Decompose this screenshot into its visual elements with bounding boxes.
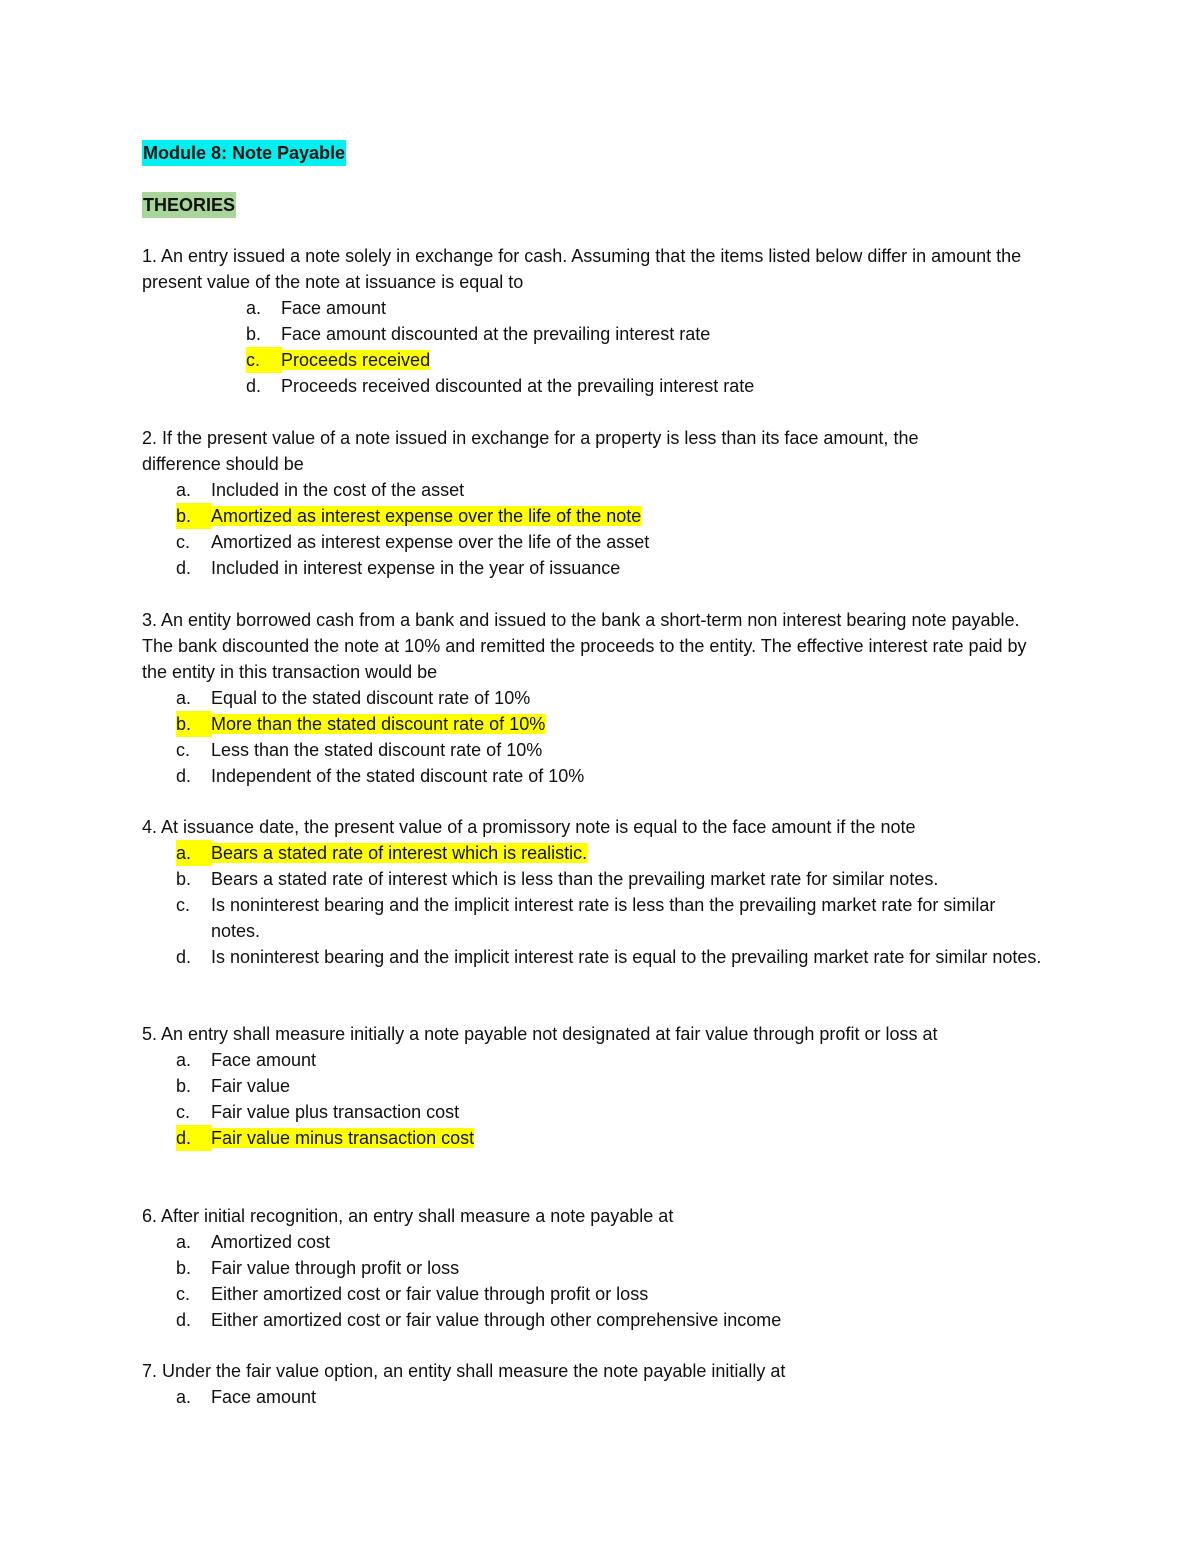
option-letter: a. — [176, 1232, 192, 1252]
option-letter: b. — [176, 869, 192, 889]
option-text: Amortized as interest expense over the life of the note — [211, 506, 642, 526]
option-b — [246, 321, 1082, 347]
question-text: 5. An entry shall measure initially a note payable not designated at fair value through profit or loss at — [142, 1024, 938, 1044]
option-letter: c. — [176, 895, 191, 915]
option-letter: a. — [176, 840, 211, 866]
option-text: Is noninterest bearing and the implicit interest rate is equal to the prevailing market rate for similar notes. — [211, 947, 1042, 967]
question-1 — [142, 243, 1082, 399]
option-letter: a. — [246, 298, 262, 318]
option-a — [176, 1384, 1082, 1410]
option-b — [176, 866, 1082, 892]
option-letter: c. — [176, 532, 191, 552]
option-letter: b. — [176, 503, 211, 529]
option-a — [176, 477, 1082, 503]
option-a-answer — [176, 840, 1082, 866]
option-text: Bears a stated rate of interest which is realistic. — [211, 843, 588, 863]
option-list — [142, 685, 1082, 789]
option-letter: a. — [176, 1050, 192, 1070]
option-d — [176, 1307, 1082, 1333]
option-letter: b. — [246, 324, 262, 344]
option-text: Included in interest expense in the year of issuance — [211, 558, 621, 578]
option-d — [176, 555, 1082, 581]
option-list — [142, 295, 1082, 399]
option-text: Included in the cost of the asset — [211, 480, 465, 500]
question-text: 1. An entry issued a note solely in exchange for cash. Assuming that the items listed below differ in amount the present value of the note at issuance is equal to — [142, 246, 1022, 292]
option-text: Fair value plus transaction cost — [211, 1102, 460, 1122]
option-text: Face amount — [281, 298, 387, 318]
option-b-answer — [176, 503, 1082, 529]
question-text: 2. If the present value of a note issued in exchange for a property is less than its face amount, the difference should be — [142, 428, 919, 474]
option-d — [176, 944, 1082, 970]
option-a — [176, 1047, 1082, 1073]
option-letter: b. — [176, 1258, 192, 1278]
option-letter: d. — [176, 1310, 192, 1330]
option-letter: a. — [176, 688, 192, 708]
option-text: Fair value minus transaction cost — [211, 1128, 475, 1148]
module-title: Module 8: Note Payable — [142, 140, 346, 166]
option-letter: d. — [176, 766, 192, 786]
question-5 — [142, 1021, 1082, 1151]
option-d — [246, 373, 1082, 399]
question-4 — [142, 814, 1082, 970]
option-letter: a. — [176, 480, 192, 500]
option-text: Proceeds received discounted at the prevailing interest rate — [281, 376, 755, 396]
option-text: Fair value through profit or loss — [211, 1258, 460, 1278]
option-b — [176, 1073, 1082, 1099]
option-letter: d. — [176, 947, 192, 967]
option-text: Amortized cost — [211, 1232, 331, 1252]
option-text: Independent of the stated discount rate of 10% — [211, 766, 585, 786]
question-6 — [142, 1203, 1082, 1333]
option-letter: d. — [176, 1125, 211, 1151]
option-b — [176, 1255, 1082, 1281]
option-letter: d. — [176, 558, 192, 578]
option-letter: c. — [176, 1284, 191, 1304]
option-text: Is noninterest bearing and the implicit interest rate is less than the prevailing market rate for similar notes. — [211, 895, 996, 941]
option-letter: c. — [176, 740, 191, 760]
option-c — [176, 737, 1082, 763]
option-d-answer — [176, 1125, 1082, 1151]
question-3 — [142, 607, 1082, 789]
option-text: Face amount — [211, 1050, 317, 1070]
option-letter: c. — [246, 347, 281, 373]
option-c — [176, 1099, 1082, 1125]
option-text: Less than the stated discount rate of 10% — [211, 740, 543, 760]
option-letter: c. — [176, 1102, 191, 1122]
option-d — [176, 763, 1082, 789]
option-a — [176, 685, 1082, 711]
question-text: 4. At issuance date, the present value of a promissory note is equal to the face amount if the note — [142, 817, 916, 837]
option-letter: d. — [246, 376, 262, 396]
option-list — [142, 1229, 1082, 1333]
option-letter: b. — [176, 711, 211, 737]
option-text: Either amortized cost or fair value through profit or loss — [211, 1284, 649, 1304]
option-c — [176, 1281, 1082, 1307]
option-text: Face amount discounted at the prevailing interest rate — [281, 324, 711, 344]
option-c-answer — [246, 347, 1082, 373]
option-text: Amortized as interest expense over the life of the asset — [211, 532, 650, 552]
question-text: 3. An entity borrowed cash from a bank and issued to the bank a short-term non interest bearing note payable. The bank discounted the note at 10% and remitted the proceeds to the entity. The effective interest rate paid by the entity in this transaction would be — [142, 610, 1027, 682]
option-text: Bears a stated rate of interest which is less than the prevailing market rate for similar notes. — [211, 869, 939, 889]
option-text: Either amortized cost or fair value through other comprehensive income — [211, 1310, 782, 1330]
option-text: More than the stated discount rate of 10% — [211, 714, 546, 734]
option-text: Fair value — [211, 1076, 291, 1096]
question-text: 7. Under the fair value option, an entity shall measure the note payable initially at — [142, 1361, 786, 1381]
option-text: Proceeds received — [281, 350, 431, 370]
option-a — [246, 295, 1082, 321]
section-heading: THEORIES — [142, 192, 236, 218]
option-text: Face amount — [211, 1387, 317, 1407]
question-text: 6. After initial recognition, an entry shall measure a note payable at — [142, 1206, 674, 1226]
option-list — [142, 477, 1082, 581]
question-7 — [142, 1358, 1082, 1410]
option-c — [176, 892, 1082, 944]
question-2 — [142, 425, 1082, 581]
option-list — [142, 840, 1082, 970]
option-list — [142, 1047, 1082, 1151]
option-letter: a. — [176, 1387, 192, 1407]
option-c — [176, 529, 1082, 555]
option-text: Equal to the stated discount rate of 10% — [211, 688, 531, 708]
option-b-answer — [176, 711, 1082, 737]
option-letter: b. — [176, 1076, 192, 1096]
option-list — [142, 1384, 1082, 1410]
option-a — [176, 1229, 1082, 1255]
